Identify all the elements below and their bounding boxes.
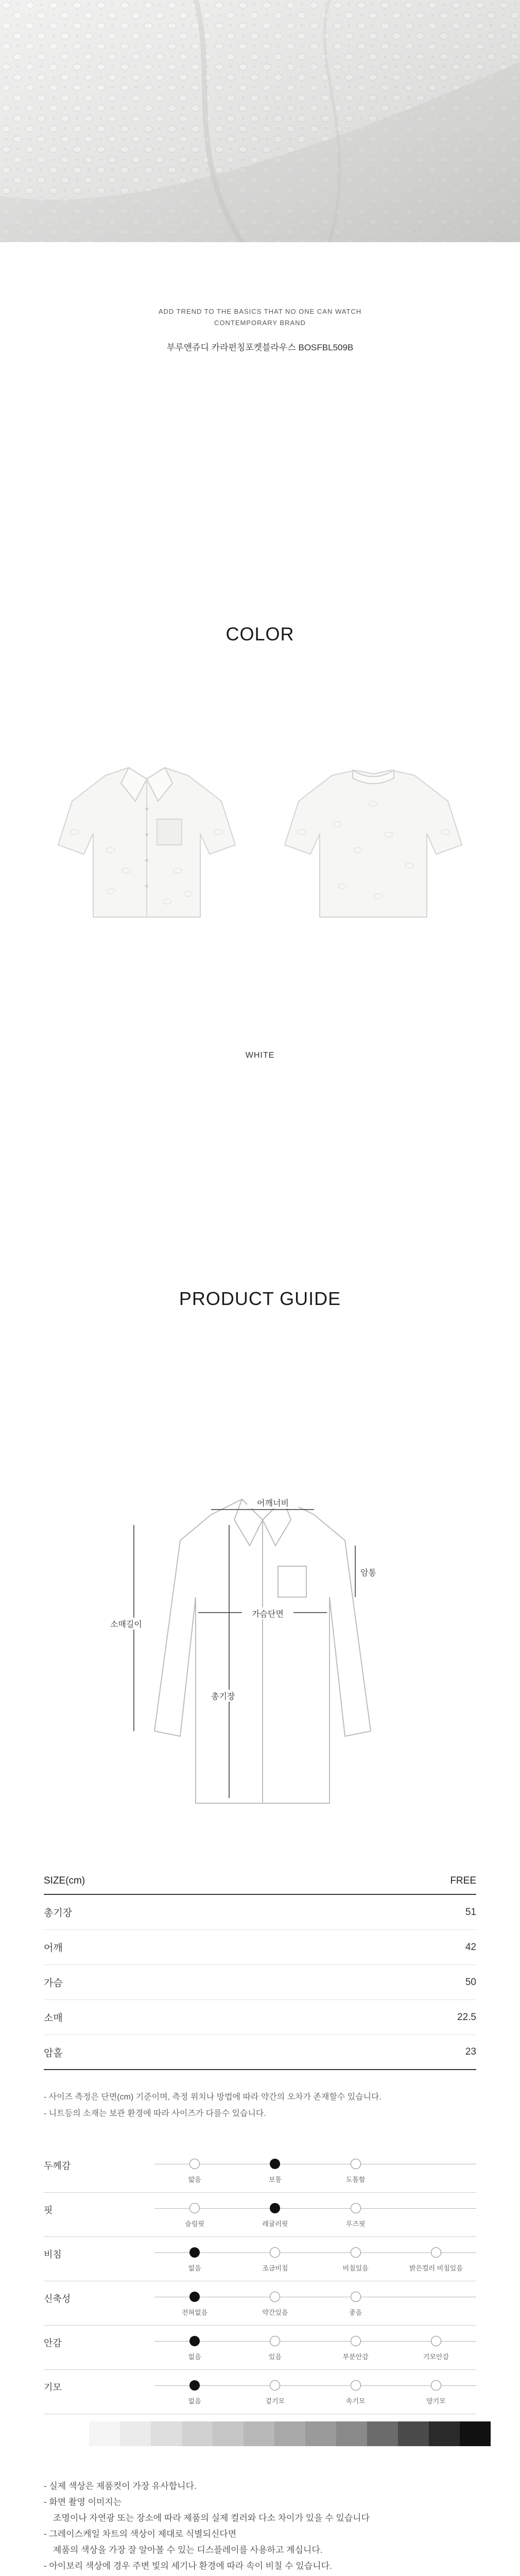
- brand-tagline: [0, 306, 520, 329]
- row-label: 어깨: [44, 1943, 63, 1954]
- attribute-option: [244, 2292, 306, 2317]
- color-notes: [44, 2478, 476, 2576]
- table-row: [44, 1895, 476, 1930]
- tagline-line-2: CONTEMPORARY BRAND: [214, 319, 306, 327]
- selected-dot-icon: [189, 2380, 200, 2391]
- shirt-front-image: [44, 747, 250, 953]
- row-label: 총기장: [44, 1908, 73, 1919]
- attribute-option: [244, 2247, 306, 2273]
- size-note: - 사이즈 측정은 단면(cm) 기준이며, 측정 위치나 방법에 따라 약간의 오차가 존재할수 있습니다.: [44, 2093, 382, 2102]
- gray-swatch: [398, 2421, 429, 2446]
- attribute-option: [164, 2203, 226, 2228]
- dot-icon: [351, 2159, 361, 2169]
- dot-icon: [189, 2203, 200, 2213]
- attribute-option-label: 얇음: [188, 2176, 201, 2183]
- row-value: 50: [465, 1976, 476, 1988]
- attribute-option: [405, 2336, 467, 2361]
- gray-swatch: [429, 2421, 460, 2446]
- row-value: 42: [465, 1941, 476, 1953]
- attribute-row: [44, 2148, 476, 2193]
- attribute-option-label: 전혀없음: [182, 2309, 208, 2316]
- attribute-row: [44, 2237, 476, 2281]
- selected-dot-icon: [189, 2336, 200, 2346]
- attribute-option: [244, 2336, 306, 2361]
- size-header-free: FREE: [450, 1875, 476, 1886]
- color-section-title: COLOR: [226, 623, 294, 645]
- table-row: [44, 2035, 476, 2070]
- dot-icon: [270, 2380, 280, 2391]
- color-note: 제품의 색상을 가장 잘 알아볼 수 있는 디스플레이를 사용하고 계십니다.: [53, 2545, 323, 2555]
- attribute-row: [44, 2281, 476, 2326]
- attribute-option: [405, 2380, 467, 2405]
- table-row: [44, 2000, 476, 2035]
- attribute-option: [325, 2159, 387, 2184]
- attribute-option-label: 약간있음: [262, 2309, 288, 2316]
- attribute-option-label: 조금비침: [262, 2264, 288, 2272]
- guide-label-chest: 가슴단면: [242, 1607, 293, 1619]
- table-row: [44, 1965, 476, 2000]
- attribute-option: [164, 2247, 226, 2273]
- dot-icon: [431, 2380, 441, 2391]
- attribute-option-label: 없음: [188, 2353, 201, 2361]
- product-guide-title: PRODUCT GUIDE: [179, 1288, 341, 1309]
- attribute-row: [44, 2326, 476, 2370]
- size-table-header: [44, 1875, 476, 1895]
- lace-texture-image: [0, 0, 520, 242]
- gray-swatch: [244, 2421, 274, 2446]
- gray-swatch: [274, 2421, 305, 2446]
- selected-dot-icon: [270, 2159, 280, 2169]
- attribute-option: [325, 2247, 387, 2273]
- attribute-option: [164, 2336, 226, 2361]
- dot-icon: [270, 2247, 280, 2258]
- row-label: 소매: [44, 2013, 63, 2024]
- dot-icon: [351, 2380, 361, 2391]
- dot-icon: [431, 2336, 441, 2346]
- selected-dot-icon: [189, 2292, 200, 2302]
- dot-icon: [351, 2292, 361, 2302]
- attribute-option-label: 비침있음: [342, 2264, 369, 2272]
- attribute-option: [325, 2292, 387, 2317]
- tagline-line-1: ADD TREND TO THE BASICS THAT NO ONE CAN WATCH: [158, 308, 362, 315]
- table-row: [44, 1930, 476, 1965]
- attribute-option-label: 있음: [268, 2353, 282, 2361]
- gray-swatch: [89, 2421, 120, 2446]
- size-notes: [44, 2089, 476, 2122]
- attribute-option: [325, 2336, 387, 2361]
- selected-dot-icon: [270, 2203, 280, 2213]
- size-note: - 니트등의 소재는 보관 환경에 따라 사이즈가 다를수 있습니다.: [44, 2109, 266, 2118]
- attribute-option-label: 없음: [188, 2397, 201, 2405]
- attribute-option-label: 좋음: [349, 2309, 362, 2316]
- attribute-option-label: 슬림핏: [185, 2220, 204, 2228]
- fabric-attributes: [44, 2148, 476, 2414]
- attribute-label: 신축성: [44, 2294, 71, 2304]
- selected-dot-icon: [189, 2247, 200, 2258]
- color-note: - 그레이스케일 차트의 색상이 제대로 식별되신다면: [44, 2529, 237, 2539]
- attribute-label: 안감: [44, 2338, 62, 2348]
- row-value: 51: [465, 1906, 476, 1918]
- color-note: - 화면 촬영 이미지는: [44, 2497, 122, 2507]
- guide-label-sleeve: 소매길이: [110, 1618, 142, 1630]
- dot-icon: [189, 2159, 200, 2169]
- gray-swatch: [367, 2421, 398, 2446]
- attribute-option-label: 겉기모: [265, 2397, 285, 2405]
- dot-icon: [351, 2203, 361, 2213]
- color-note: [44, 2574, 476, 2576]
- product-name: 부루앤쥬디 카라펀칭포켓블라우스 BOSFBL509B: [166, 343, 354, 352]
- attribute-option: [405, 2247, 467, 2273]
- attribute-label: 두께감: [44, 2161, 71, 2171]
- attribute-label: 기모: [44, 2382, 62, 2393]
- color-note: 조명이나 자연광 또는 장소에 따라 제품의 실제 컬러와 다소 차이가 있을 수 있습니다: [53, 2513, 370, 2523]
- shirt-back-image: [270, 747, 476, 953]
- attribute-option: [244, 2380, 306, 2405]
- attribute-option-label: 루즈핏: [345, 2220, 366, 2228]
- dot-icon: [431, 2247, 441, 2258]
- color-note: - 실제 색상은 제품컷이 가장 유사합니다.: [44, 2481, 197, 2491]
- attribute-row: [44, 2370, 476, 2414]
- attribute-row: [44, 2193, 476, 2237]
- gray-swatch: [120, 2421, 151, 2446]
- gray-swatch: [336, 2421, 367, 2446]
- grayscale-chart: [89, 2421, 491, 2446]
- gray-swatch: [182, 2421, 213, 2446]
- guide-label-shoulder: 어깨너비: [247, 1497, 299, 1509]
- attribute-option-label: 속기모: [345, 2397, 366, 2405]
- row-label: 가슴: [44, 1978, 63, 1989]
- gray-swatch: [151, 2421, 182, 2446]
- attribute-option-label: 밝은컬러 비침있음: [409, 2264, 463, 2272]
- attribute-option: [164, 2292, 226, 2317]
- row-value: 22.5: [457, 2011, 476, 2023]
- attribute-option-label: 부분안감: [342, 2353, 369, 2361]
- dot-icon: [270, 2336, 280, 2346]
- attribute-option-label: 도톰함: [345, 2176, 366, 2183]
- row-label: 암홀: [44, 2047, 63, 2059]
- attribute-option-label: 양기모: [426, 2397, 446, 2405]
- color-name-label: WHITE: [245, 1051, 275, 1060]
- attribute-option: [164, 2380, 226, 2405]
- size-header-label: SIZE(cm): [44, 1875, 85, 1886]
- attribute-option: [164, 2159, 226, 2184]
- size-table: [44, 1875, 476, 2070]
- guide-label-length: 총기장: [211, 1690, 235, 1702]
- dot-icon: [351, 2247, 361, 2258]
- hero-fabric-photo: [0, 0, 520, 242]
- dot-icon: [351, 2336, 361, 2346]
- attribute-label: 비침: [44, 2249, 62, 2260]
- gray-swatch: [460, 2421, 491, 2446]
- color-note: - 아이보리 색상에 경우 주변 빛의 세기나 환경에 따라 속이 비칠 수 있습니다.: [44, 2561, 332, 2571]
- attribute-option-label: 기모안감: [423, 2353, 449, 2361]
- attribute-option-label: 보통: [268, 2176, 282, 2183]
- attribute-option-label: 레귤러핏: [262, 2220, 288, 2228]
- attribute-option-label: 없음: [188, 2264, 201, 2272]
- gray-swatch: [305, 2421, 336, 2446]
- gray-swatch: [213, 2421, 244, 2446]
- attribute-option: [244, 2159, 306, 2184]
- attribute-option: [325, 2203, 387, 2228]
- guide-label-armhole: 암통: [360, 1566, 376, 1578]
- dot-icon: [270, 2292, 280, 2302]
- attribute-label: 핏: [44, 2205, 53, 2215]
- attribute-option: [244, 2203, 306, 2228]
- attribute-option: [325, 2380, 387, 2405]
- row-value: 23: [465, 2046, 476, 2057]
